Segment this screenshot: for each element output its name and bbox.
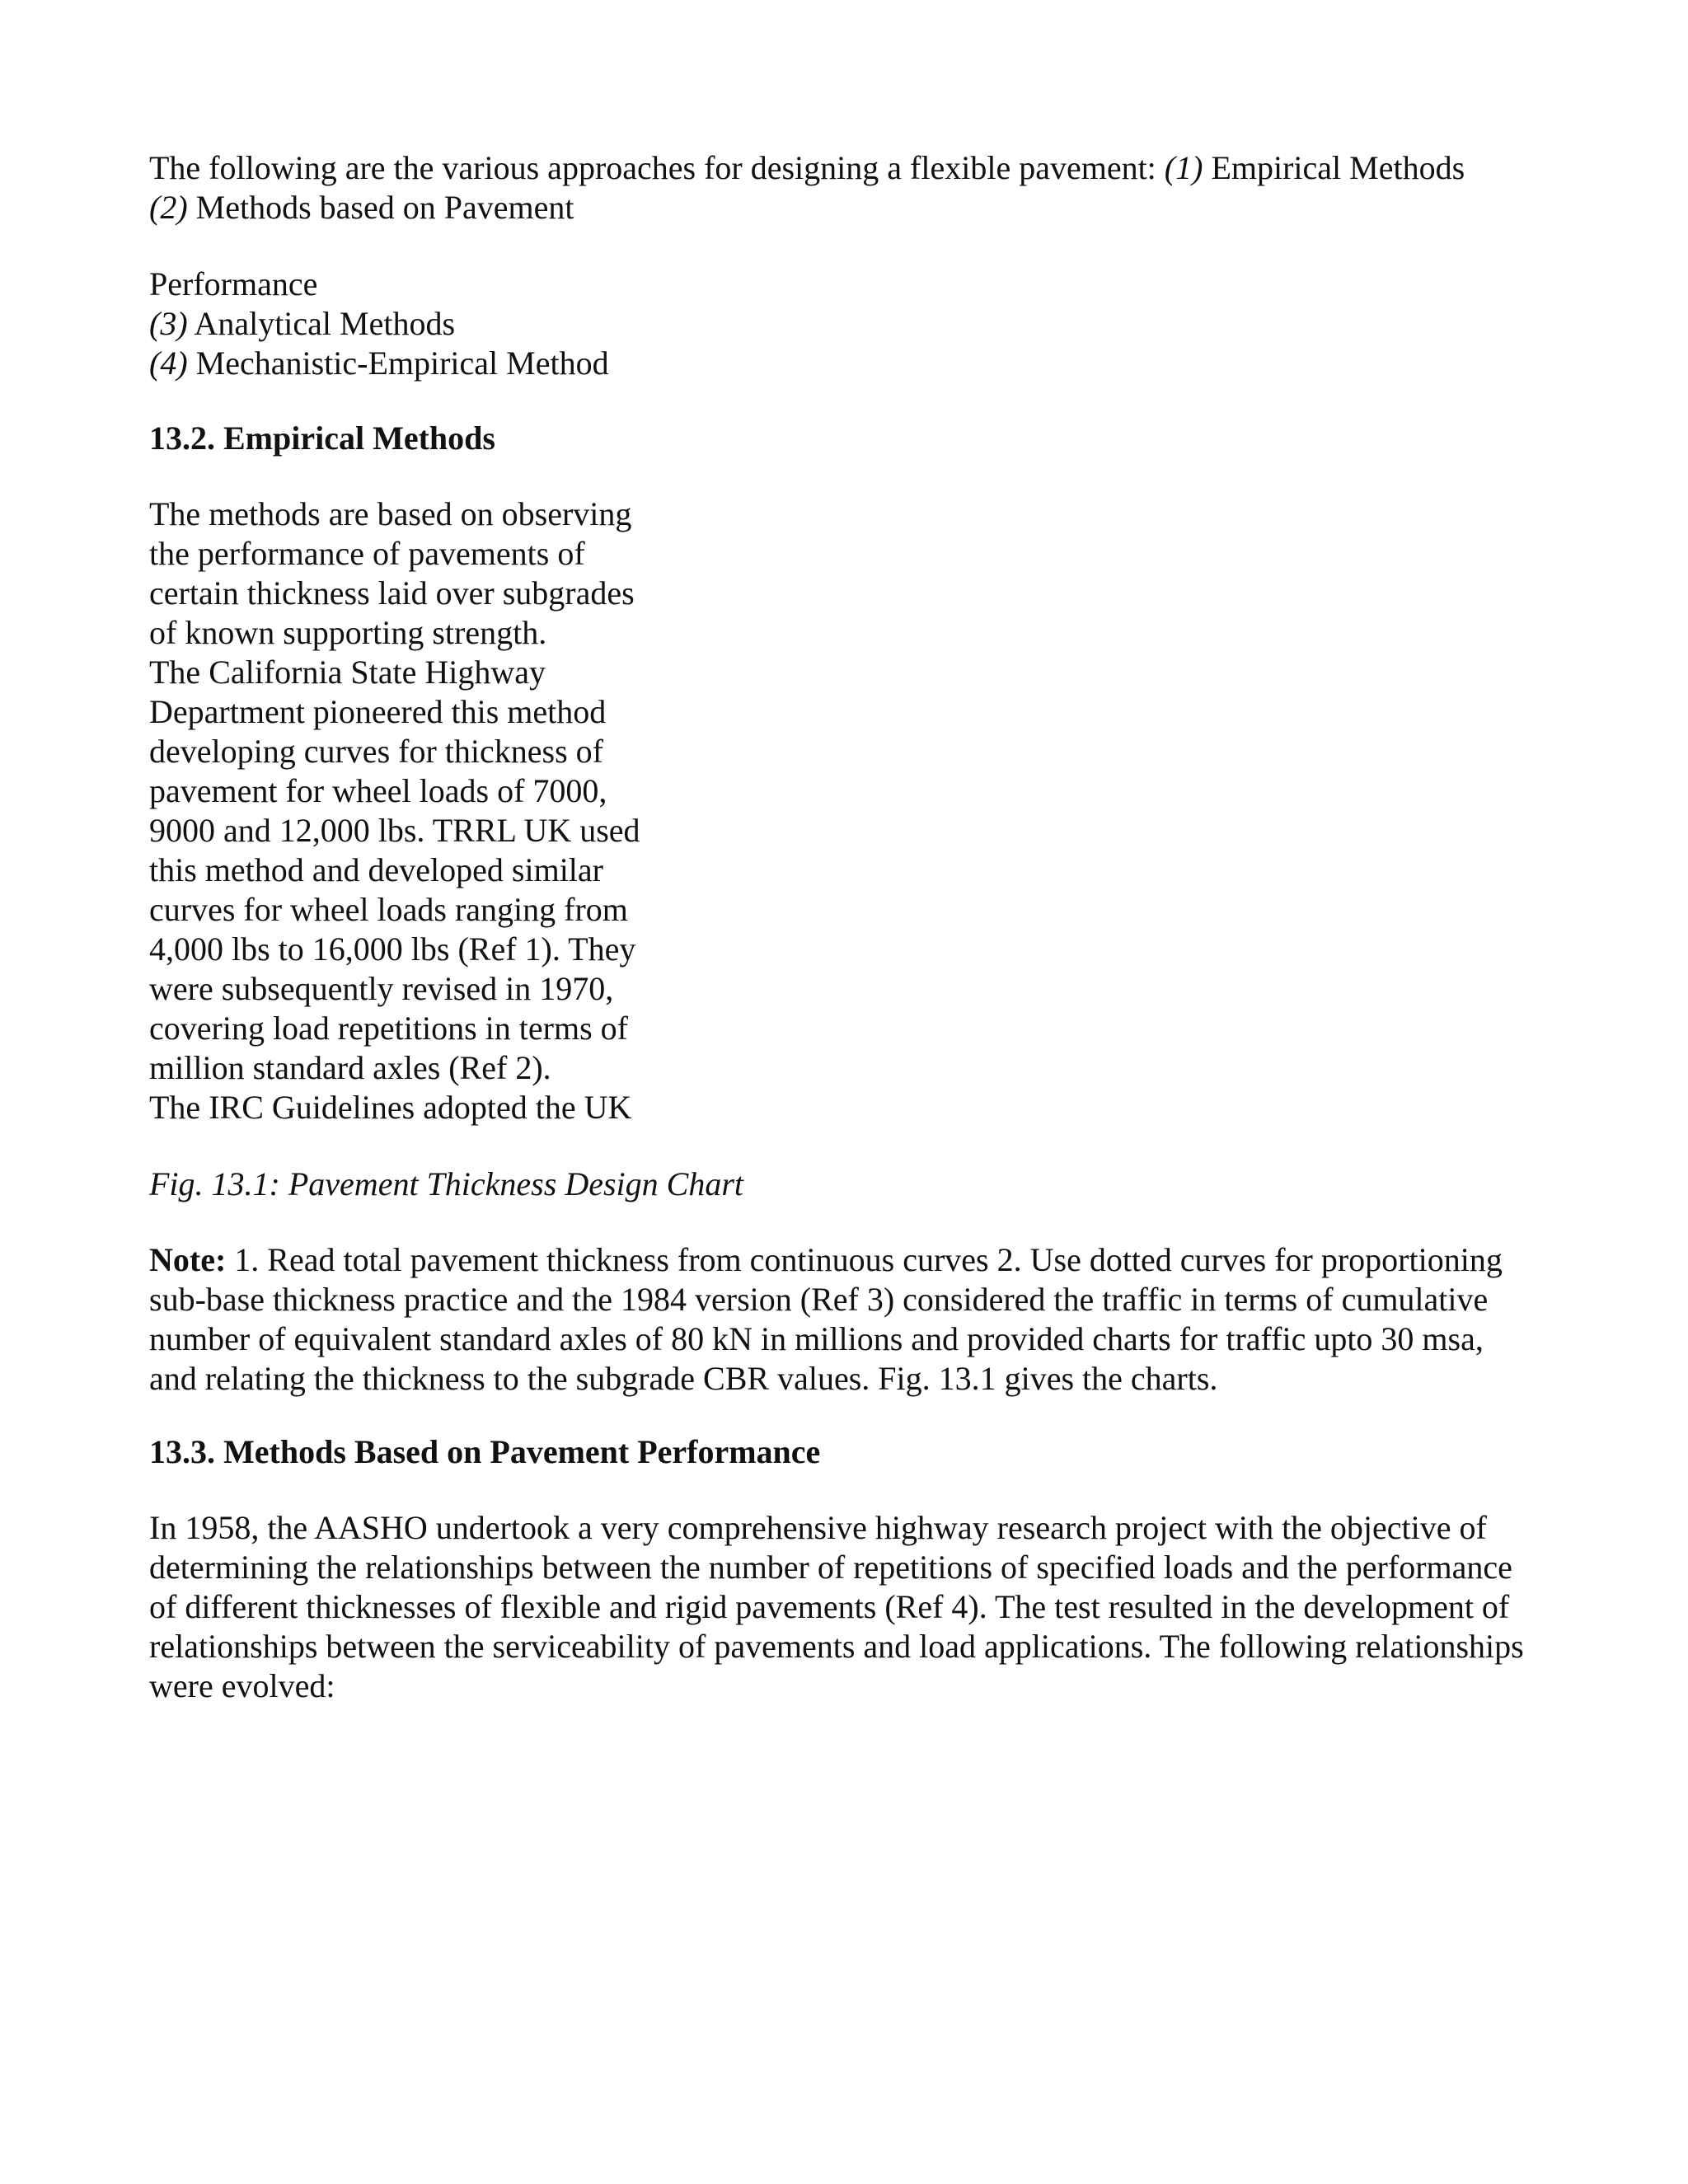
note-line: sub-base thickness practice and the 1984 version (Ref 3) considered the traffic in terms of cumulative [149, 1281, 1489, 1318]
approach-line [149, 344, 609, 383]
note-line: and relating the thickness to the subgrade CBR values. Fig. 13.1 gives the charts. [149, 1360, 1218, 1397]
body-line: developing curves for thickness of [149, 733, 603, 770]
approach-text: Mechanistic-Empirical Method [187, 344, 609, 382]
body-line: The methods are based on observing [149, 495, 632, 532]
note-paragraph [149, 1240, 1503, 1399]
body-line: The IRC Guidelines adopted the UK [149, 1089, 632, 1126]
approach-line [149, 304, 609, 344]
body-line: million standard axles (Ref 2). [149, 1049, 551, 1086]
body-line: certain thickness laid over subgrades [149, 574, 635, 612]
performance-word: Performance [149, 265, 318, 302]
intro-lead: The following are the various approaches for designing a flexible pavement: [149, 149, 1165, 186]
body-line: pavement for wheel loads of 7000, [149, 772, 607, 809]
approach-number: (4) [149, 344, 188, 382]
note-text: 1. Read total pavement thickness from continuous curves 2. Use dotted curves for proportioning [226, 1241, 1503, 1278]
body-line: determining the relationships between the number of repetitions of specified loads and the performance [149, 1549, 1512, 1586]
body-line: The California State Highway [149, 654, 546, 691]
section-heading-13-3: 13.3. Methods Based on Pavement Performance [149, 1433, 821, 1470]
body-line: covering load repetitions in terms of [149, 1010, 628, 1047]
intro-paragraph [149, 148, 1465, 227]
body-line: of known supporting strength. [149, 614, 547, 651]
body-line: were subsequently revised in 1970, [149, 970, 614, 1007]
approach-text: Methods based on Pavement [187, 189, 574, 226]
approach-number: (2) [149, 189, 188, 226]
body-line: were evolved: [149, 1667, 335, 1704]
section-heading-13-2: 13.2. Empirical Methods [149, 419, 495, 457]
note-line: number of equivalent standard axles of 80 kN in millions and provided charts for traffic upto 30 msa, [149, 1320, 1484, 1357]
body-line: In 1958, the AASHO undertook a very comprehensive highway research project with the objective of [149, 1509, 1487, 1546]
approach-text: Analytical Methods [187, 305, 456, 342]
body-line: 4,000 lbs to 16,000 lbs (Ref 1). They [149, 930, 636, 968]
intro-line-2 [149, 188, 1465, 227]
body-line: this method and developed similar [149, 851, 603, 888]
section-13-3-body [149, 1508, 1524, 1706]
approach-number: (1) [1164, 149, 1203, 186]
intro-line-1 [149, 148, 1465, 188]
note-label: Note: [149, 1241, 227, 1278]
approaches-continued [149, 265, 609, 383]
note-line [149, 1240, 1503, 1280]
body-line: curves for wheel loads ranging from [149, 891, 628, 928]
approach-number: (3) [149, 305, 188, 342]
body-line: of different thicknesses of flexible and rigid pavements (Ref 4). The test resulted in the development of [149, 1588, 1510, 1625]
body-line: Department pioneered this method [149, 693, 607, 730]
body-line: the performance of pavements of [149, 535, 585, 572]
section-13-2-body [149, 494, 640, 1127]
figure-caption: Fig. 13.1: Pavement Thickness Design Chart [149, 1165, 743, 1202]
body-line: relationships between the serviceability of pavements and load applications. The following relationships [149, 1628, 1524, 1665]
body-line: 9000 and 12,000 lbs. TRRL UK used [149, 812, 640, 849]
approach-text: Empirical Methods [1203, 149, 1465, 186]
